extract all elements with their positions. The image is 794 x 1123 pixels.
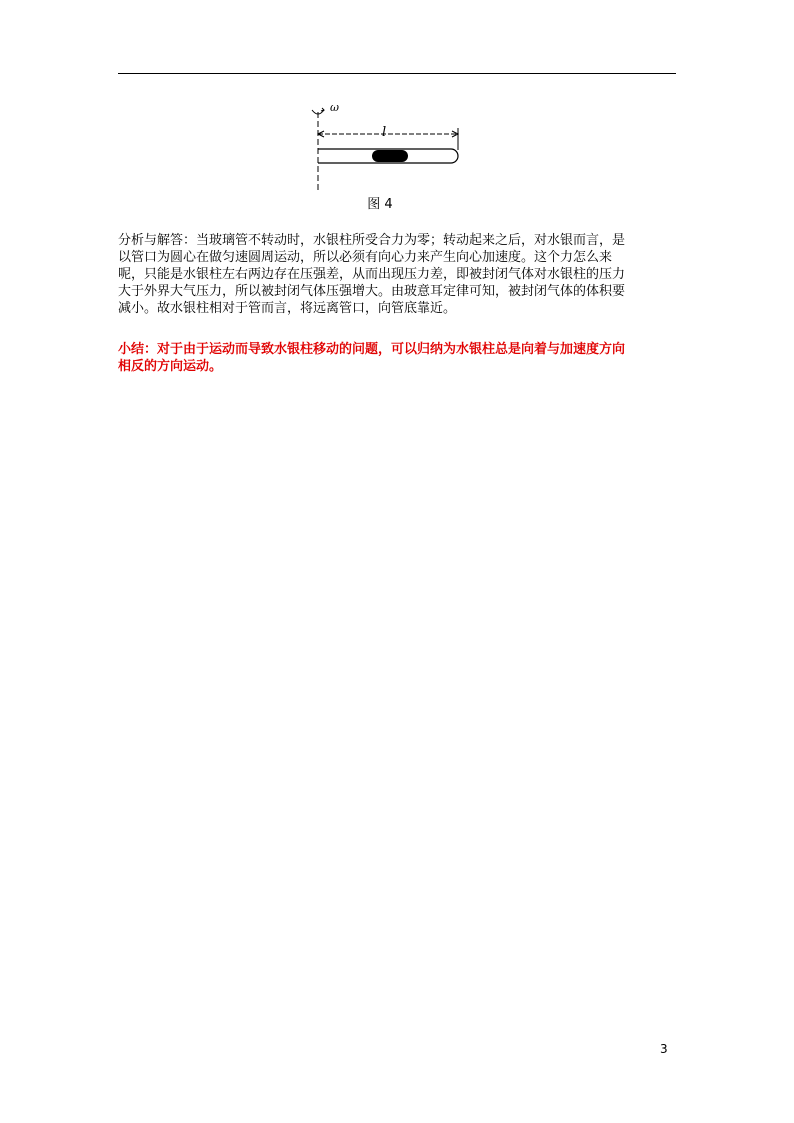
page-number: 3	[660, 1042, 668, 1056]
analysis-line: 大于外界大气压力，所以被封闭气体压强增大。由玻意耳定律可知，被封闭气体的体积要	[118, 284, 626, 299]
mercury-column	[372, 150, 408, 162]
analysis-line: 减小。故水银柱相对于管而言，将远离管口，向管底靠近。	[118, 301, 457, 316]
figure-caption: 图 4	[367, 197, 393, 212]
analysis-line: 以管口为圆心在做匀速圆周运动，所以必须有向心力来产生向心加速度。这个力怎么来	[118, 250, 613, 265]
analysis-line: 呢，只能是水银柱左右两边存在压强差，从而出现压力差，即被封闭气体对水银柱的压力	[118, 267, 626, 282]
summary-line: 小结：对于由于运动而导致水银柱移动的问题，可以归纳为水银柱总是向着与加速度方向	[118, 342, 626, 357]
length-label: l	[382, 125, 387, 140]
header-rule	[118, 73, 676, 74]
summary-line: 相反的方向运动。	[118, 359, 223, 374]
analysis-line: 分析与解答：当玻璃管不转动时，水银柱所受合力为零；转动起来之后，对水银而言，是	[118, 233, 626, 248]
summary-paragraph	[118, 341, 678, 375]
tube-rotation-figure	[300, 98, 475, 196]
omega-label: ω	[330, 101, 339, 114]
analysis-paragraph	[118, 232, 678, 317]
